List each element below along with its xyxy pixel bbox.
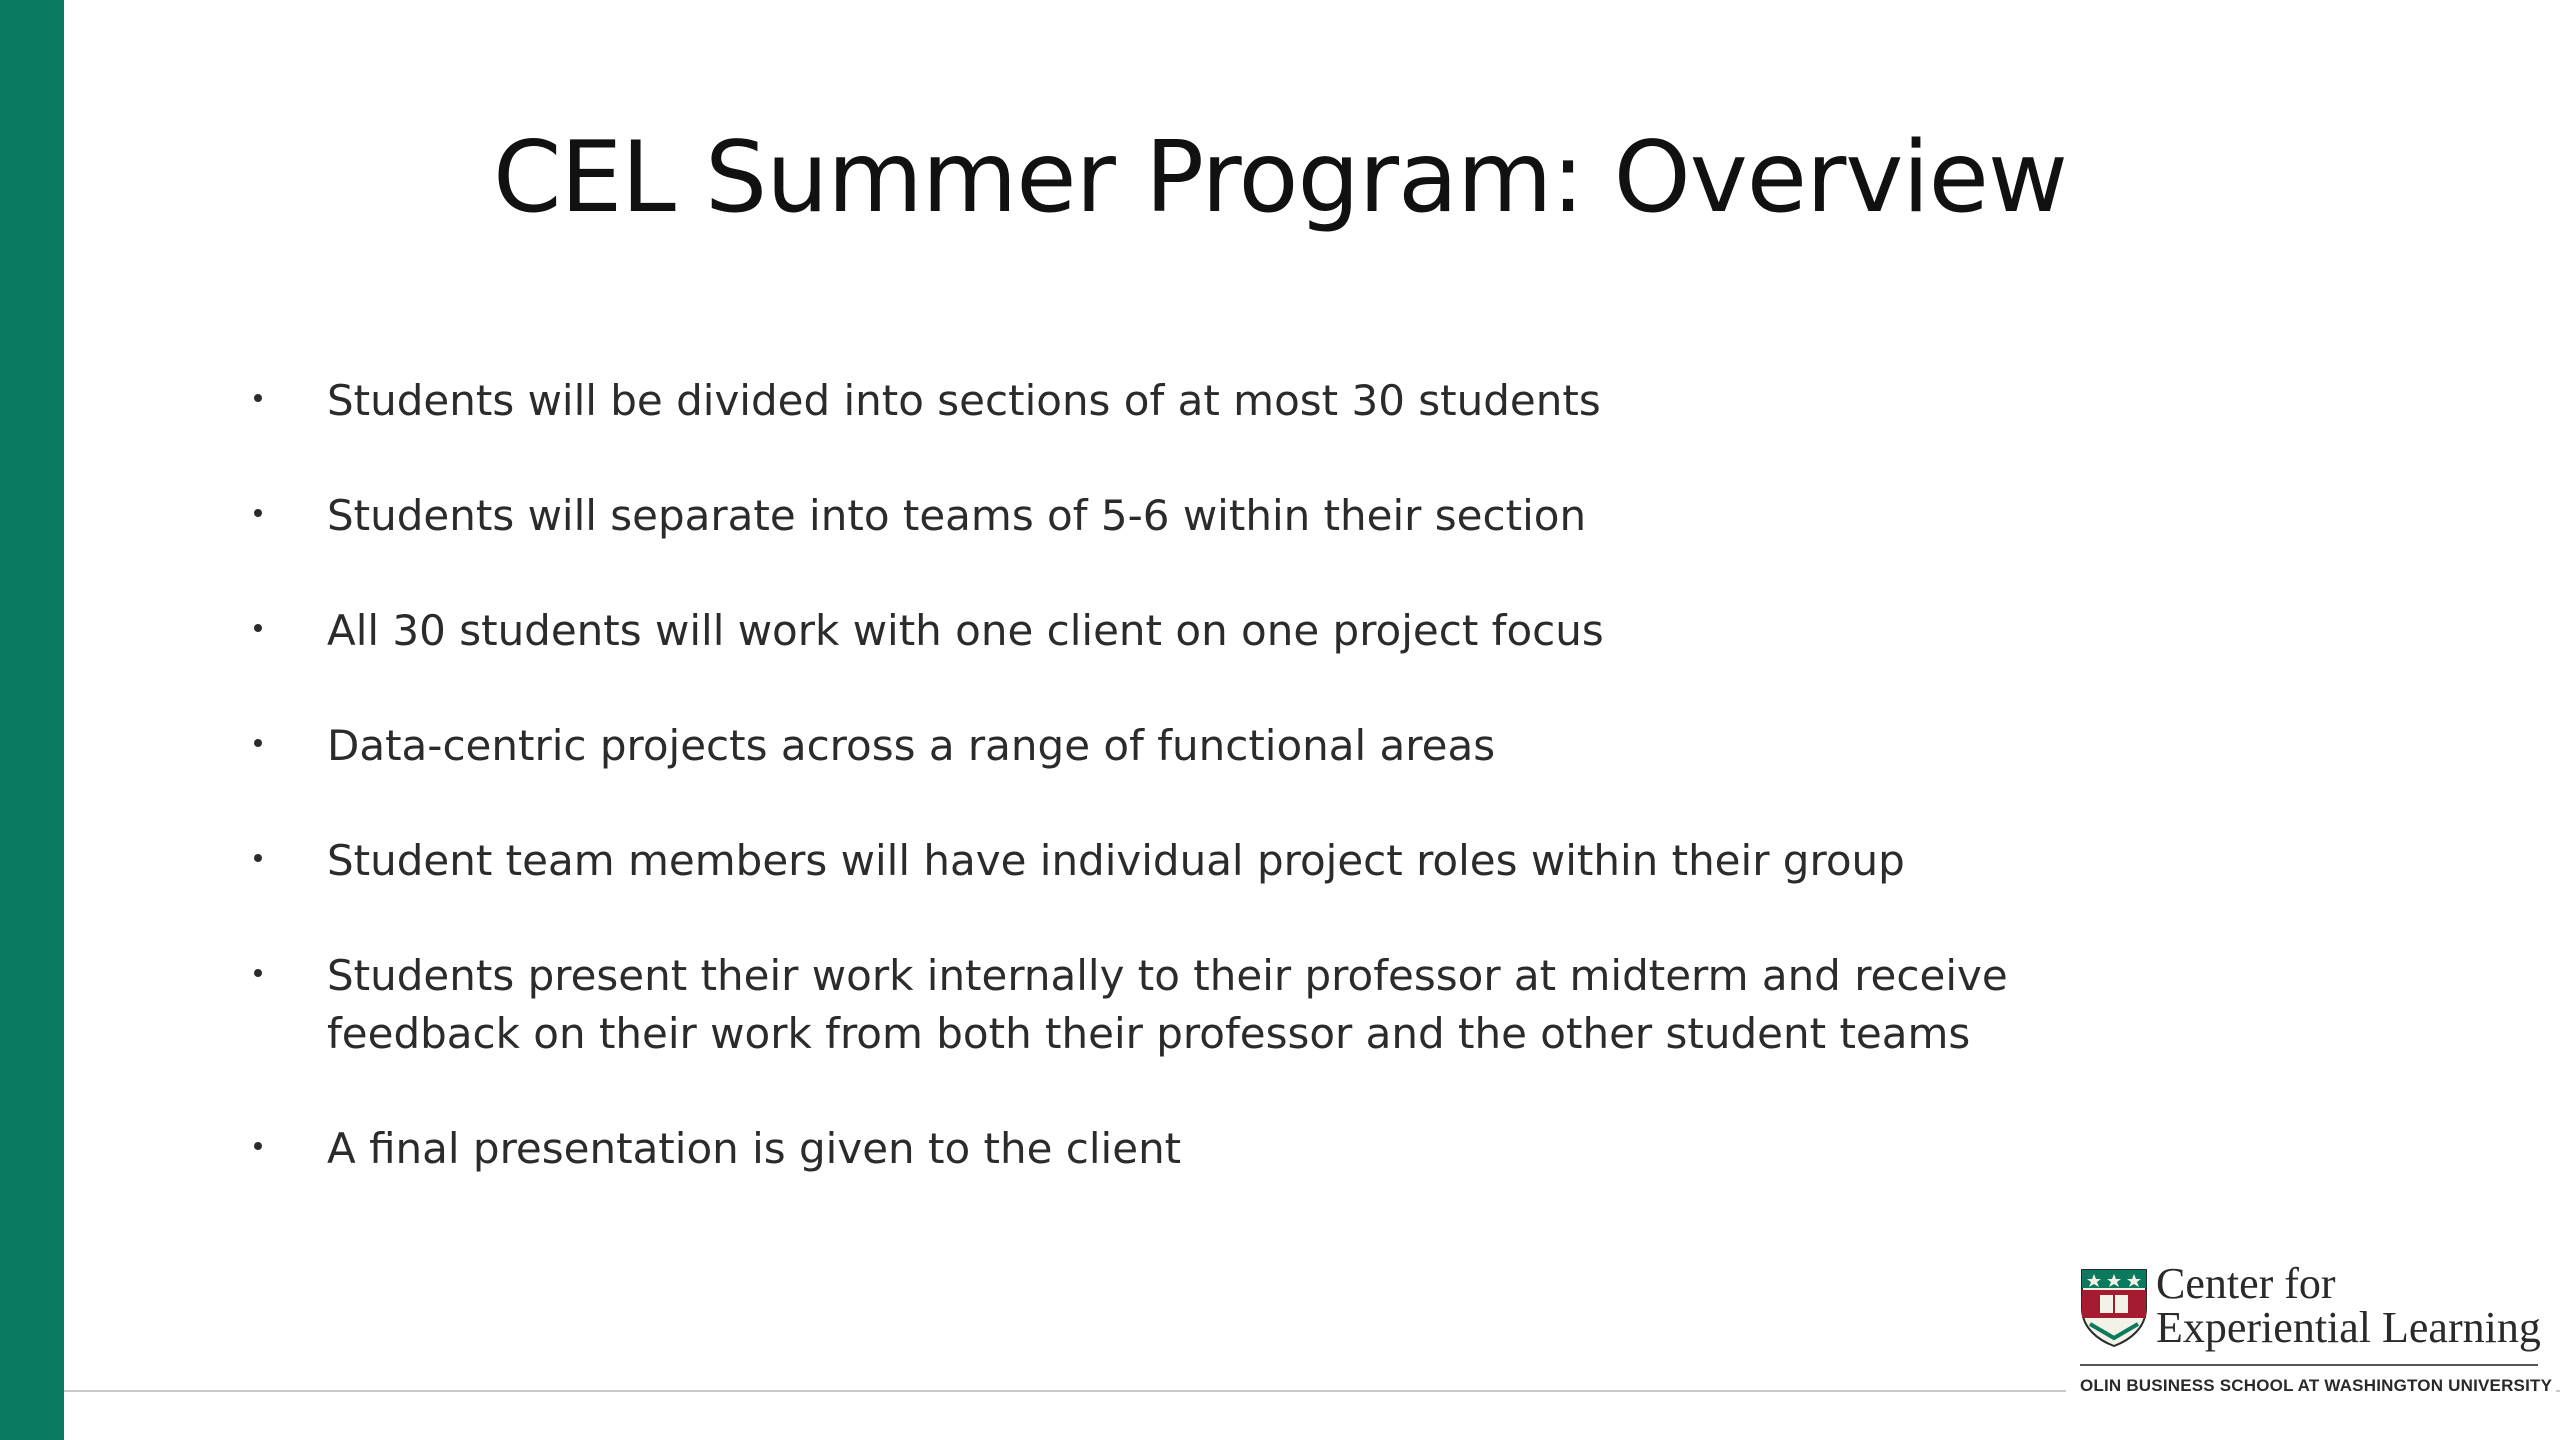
bullet-item bbox=[250, 1120, 2030, 1178]
bullet-text: Students present their work internally to their professor at midterm and receive feedback on their work from both their professor and the other student teams bbox=[327, 951, 2008, 1058]
bullet-icon bbox=[254, 969, 262, 977]
bullet-item bbox=[250, 947, 2030, 1063]
bullet-icon bbox=[254, 624, 262, 632]
bullet-list bbox=[250, 372, 2030, 1235]
university-shield-icon bbox=[2080, 1268, 2148, 1348]
logo-subtitle: OLIN BUSINESS SCHOOL AT WASHINGTON UNIVERSITY bbox=[2080, 1376, 2553, 1395]
bullet-item bbox=[250, 372, 2030, 430]
bullet-icon bbox=[254, 509, 262, 517]
bullet-icon bbox=[254, 854, 262, 862]
bullet-icon bbox=[254, 394, 262, 402]
bullet-text: Students will be divided into sections of at most 30 students bbox=[327, 376, 1601, 425]
logo-line-2: Experiential Learning bbox=[2156, 1303, 2541, 1352]
cel-logo bbox=[2066, 1258, 2556, 1408]
bullet-text: Data-centric projects across a range of functional areas bbox=[327, 721, 1496, 770]
bullet-text: Students will separate into teams of 5-6 within their section bbox=[327, 491, 1587, 540]
bullet-text: A final presentation is given to the client bbox=[327, 1124, 1182, 1173]
bullet-text: All 30 students will work with one client on one project focus bbox=[327, 606, 1604, 655]
bullet-icon bbox=[254, 739, 262, 747]
bullet-item bbox=[250, 717, 2030, 775]
bullet-text: Student team members will have individual project roles within their group bbox=[327, 836, 1905, 885]
logo-divider bbox=[2080, 1364, 2538, 1366]
bullet-item bbox=[250, 602, 2030, 660]
slide-title: CEL Summer Program: Overview bbox=[492, 121, 2068, 235]
bullet-item bbox=[250, 487, 2030, 545]
bullet-icon bbox=[254, 1142, 262, 1150]
bullet-item bbox=[250, 832, 2030, 890]
logo-line-1: Center for bbox=[2156, 1259, 2336, 1308]
